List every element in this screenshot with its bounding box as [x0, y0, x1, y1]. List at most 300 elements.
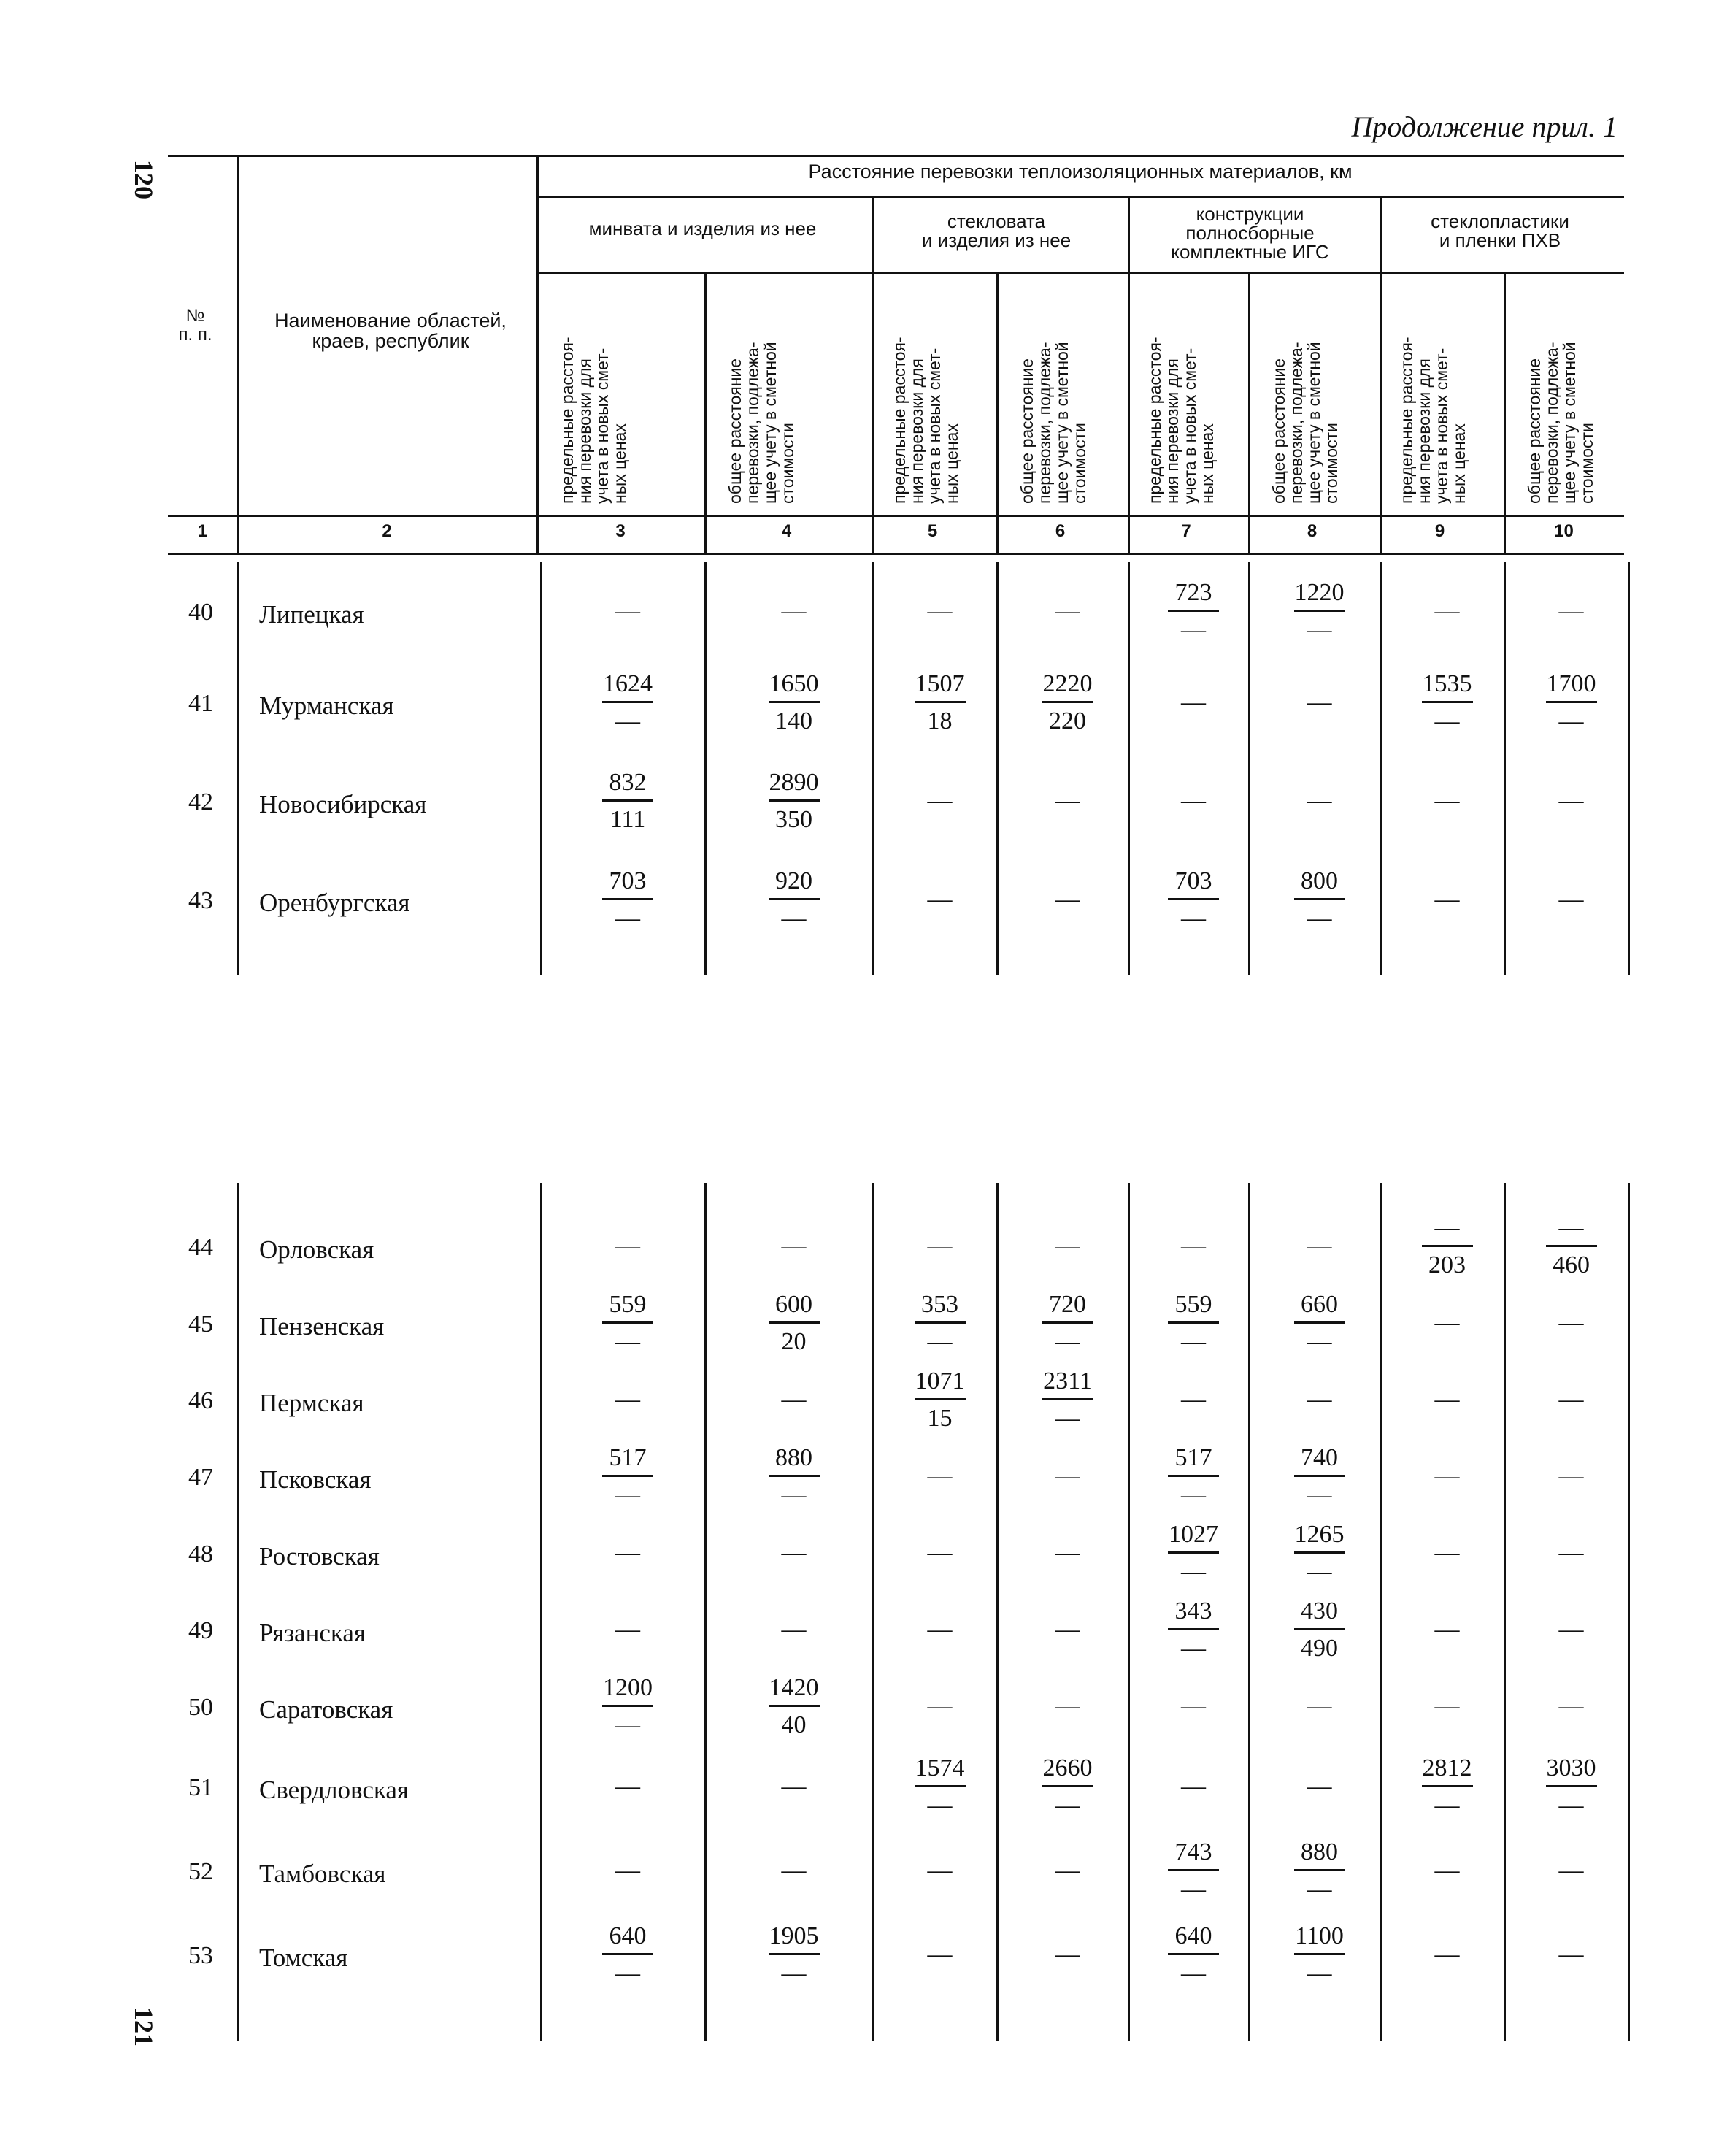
denominator: —	[781, 905, 807, 932]
fraction-bar	[1422, 1785, 1473, 1787]
numerator: 720	[1049, 1291, 1086, 1318]
header-column-line	[1248, 272, 1250, 553]
fraction-bar	[769, 701, 820, 703]
empty-dash: —	[1055, 1539, 1080, 1566]
denominator: —	[1307, 1558, 1332, 1585]
empty-dash: —	[1055, 1616, 1080, 1643]
body-column-line	[872, 1183, 874, 2041]
numerator: 353	[921, 1291, 958, 1318]
fraction-value	[1265, 1924, 1374, 1989]
fraction-value	[1517, 1756, 1626, 1821]
denominator: 490	[1301, 1635, 1338, 1662]
fraction-bar	[602, 1321, 653, 1324]
numerator: 1700	[1546, 670, 1596, 697]
subheader-total-distance: общее расстояние перевозки, подлежа- щее учету в сметной стоимости	[1018, 342, 1089, 504]
body-column-line	[1248, 1183, 1250, 2041]
fraction-value	[1517, 672, 1626, 737]
subheader-limit-distance: предельные расстоя- ния перевозки для учета в новых смет- ных ценах	[1397, 337, 1469, 504]
fraction-bar	[1546, 1785, 1597, 1787]
denominator: —	[927, 1328, 953, 1355]
row-number: 52	[188, 1858, 213, 1885]
group-header: минвата и изделия из нее	[588, 218, 817, 239]
row-number: 53	[188, 1942, 213, 1969]
body-column-line	[704, 562, 707, 975]
numerator: 640	[1174, 1922, 1212, 1949]
fraction-bar	[1546, 1245, 1597, 1247]
numerator: —	[1434, 1214, 1460, 1241]
fraction-bar	[602, 1475, 653, 1477]
body-column-line	[540, 1183, 542, 2041]
column-number: 4	[781, 521, 792, 541]
row-number: 41	[188, 690, 213, 717]
empty-dash: —	[1434, 1386, 1460, 1413]
fraction-value	[885, 672, 995, 737]
denominator: —	[1307, 905, 1332, 932]
numerator: 1624	[603, 670, 653, 697]
column-number: 6	[1055, 521, 1066, 541]
column-number: 8	[1307, 521, 1318, 541]
empty-dash: —	[615, 597, 640, 624]
header-column-line	[237, 155, 239, 553]
empty-dash: —	[1181, 1773, 1206, 1800]
denominator: —	[1181, 1635, 1206, 1662]
numerator: —	[1558, 1214, 1584, 1241]
empty-dash: —	[1434, 1616, 1460, 1643]
region-name: Оренбургская	[259, 889, 410, 917]
empty-dash: —	[927, 1857, 953, 1884]
empty-dash: —	[1181, 1232, 1206, 1259]
fraction-bar	[602, 1953, 653, 1955]
fraction-value	[1139, 1446, 1248, 1511]
fraction-value	[885, 1369, 995, 1434]
header-colnum-rule	[168, 515, 1624, 517]
body-column-line	[540, 562, 542, 975]
denominator: —	[1307, 1328, 1332, 1355]
fraction-bar	[1042, 1785, 1093, 1787]
numerator: 2220	[1042, 670, 1093, 697]
empty-dash: —	[927, 787, 953, 814]
fraction-value	[1265, 580, 1374, 645]
region-name: Свердловская	[259, 1776, 409, 1804]
fraction-value	[1139, 1924, 1248, 1989]
empty-dash: —	[927, 1462, 953, 1489]
fraction-bar	[1294, 1321, 1345, 1324]
fraction-value	[1265, 869, 1374, 934]
denominator: —	[1181, 1960, 1206, 1987]
empty-dash: —	[1434, 886, 1460, 913]
numerator: 2660	[1042, 1754, 1093, 1781]
row-number: 42	[188, 789, 213, 816]
fraction-bar	[602, 799, 653, 802]
region-name: Тамбовская	[259, 1860, 386, 1888]
region-name: Рязанская	[259, 1619, 366, 1647]
denominator: —	[1055, 1328, 1080, 1355]
empty-dash: —	[1055, 787, 1080, 814]
numerator: 3030	[1546, 1754, 1596, 1781]
header-column-line	[704, 272, 707, 553]
fraction-bar	[1042, 701, 1093, 703]
numerator: 1535	[1422, 670, 1472, 697]
row-number: 50	[188, 1694, 213, 1721]
empty-dash: —	[615, 1232, 640, 1259]
fraction-value	[885, 1756, 995, 1821]
region-name: Томская	[259, 1944, 348, 1972]
empty-dash: —	[781, 1616, 807, 1643]
denominator: 15	[927, 1405, 953, 1432]
numerator: 1905	[769, 1922, 819, 1949]
empty-dash: —	[1558, 1309, 1584, 1336]
numerator: 2890	[769, 769, 819, 796]
header-bottom-rule	[168, 553, 1624, 555]
empty-dash: —	[1558, 886, 1584, 913]
empty-dash: —	[1055, 597, 1080, 624]
fraction-value	[885, 1292, 995, 1357]
numerator: 559	[1174, 1291, 1212, 1318]
empty-dash: —	[781, 1232, 807, 1259]
fraction-value	[573, 1292, 682, 1357]
fraction-bar	[1168, 610, 1219, 612]
fraction-bar	[1294, 898, 1345, 900]
denominator: 40	[781, 1711, 807, 1738]
numerator: 703	[1174, 867, 1212, 894]
fraction-value	[1139, 1522, 1248, 1587]
body-column-line	[237, 1183, 239, 2041]
page-number-bottom: 121	[129, 2007, 158, 2046]
empty-dash: —	[1307, 1232, 1332, 1259]
row-number: 45	[188, 1311, 213, 1338]
numerator: 343	[1174, 1597, 1212, 1624]
header-column-line	[996, 272, 999, 553]
denominator: —	[1558, 1792, 1584, 1819]
empty-dash: —	[1434, 787, 1460, 814]
numerator: 1507	[915, 670, 965, 697]
fraction-bar	[769, 1321, 820, 1324]
denominator: 220	[1049, 707, 1086, 734]
numerator: 1220	[1294, 579, 1345, 606]
fraction-bar	[769, 799, 820, 802]
denominator: —	[1434, 707, 1460, 734]
empty-dash: —	[615, 1616, 640, 1643]
denominator: —	[927, 1792, 953, 1819]
fraction-value	[739, 672, 849, 737]
region-name: Ростовская	[259, 1542, 380, 1570]
empty-dash: —	[1434, 1309, 1460, 1336]
numerator: 832	[609, 769, 647, 796]
empty-dash: —	[1181, 1692, 1206, 1719]
region-name: Липецкая	[259, 600, 364, 629]
group-header: стеклопластики и пленки ПХВ	[1431, 210, 1569, 251]
col-num-header: № п. п.	[178, 306, 212, 345]
numerator: 1071	[915, 1367, 965, 1395]
denominator: —	[1307, 1960, 1332, 1987]
empty-dash: —	[615, 1857, 640, 1884]
numerator: 1420	[769, 1674, 819, 1701]
empty-dash: —	[1055, 1462, 1080, 1489]
fraction-value	[1139, 1292, 1248, 1357]
empty-dash: —	[1307, 1692, 1332, 1719]
header-column-line	[536, 155, 539, 553]
fraction-bar	[602, 898, 653, 900]
fraction-value	[739, 1676, 849, 1741]
body-column-line	[872, 562, 874, 975]
denominator: 203	[1428, 1251, 1466, 1278]
row-number: 47	[188, 1464, 213, 1491]
denominator: —	[1181, 1481, 1206, 1508]
fraction-value	[1517, 1216, 1626, 1281]
empty-dash: —	[927, 886, 953, 913]
numerator: 880	[775, 1444, 812, 1471]
group-header: конструкции полносборные комплектные ИГС	[1171, 203, 1329, 263]
denominator: 350	[775, 806, 812, 833]
row-number: 51	[188, 1774, 213, 1801]
numerator: 1265	[1294, 1521, 1345, 1548]
numerator: 559	[609, 1291, 647, 1318]
header-sub-rule	[536, 272, 1624, 274]
column-number: 3	[615, 521, 626, 541]
numerator: 517	[609, 1444, 647, 1471]
main-header: Расстояние перевозки теплоизоляционных материалов, км	[808, 161, 1353, 183]
empty-dash: —	[1055, 886, 1080, 913]
region-name: Мурманская	[259, 691, 394, 720]
fraction-bar	[1294, 610, 1345, 612]
denominator: —	[781, 1960, 807, 1987]
empty-dash: —	[1434, 1941, 1460, 1968]
body-column-line	[1628, 1183, 1630, 2041]
body-column-line	[704, 1183, 707, 2041]
empty-dash: —	[1307, 1386, 1332, 1413]
denominator: 460	[1553, 1251, 1590, 1278]
table-caption: Продолжение прил. 1	[1351, 110, 1618, 143]
fraction-bar	[1168, 1551, 1219, 1554]
fraction-bar	[1294, 1628, 1345, 1630]
numerator: 600	[775, 1291, 812, 1318]
fraction-bar	[915, 1398, 966, 1400]
row-number: 44	[188, 1234, 213, 1261]
empty-dash: —	[1307, 787, 1332, 814]
denominator: —	[615, 707, 640, 734]
empty-dash: —	[1055, 1692, 1080, 1719]
empty-dash: —	[1558, 1386, 1584, 1413]
empty-dash: —	[1055, 1941, 1080, 1968]
fraction-value	[739, 1924, 849, 1989]
fraction-value	[1139, 1840, 1248, 1905]
fraction-bar	[769, 898, 820, 900]
empty-dash: —	[927, 1941, 953, 1968]
subheader-limit-distance: предельные расстоя- ния перевозки для учета в новых смет- ных ценах	[890, 337, 961, 504]
fraction-bar	[1294, 1475, 1345, 1477]
fraction-value	[1265, 1522, 1374, 1587]
empty-dash: —	[1181, 688, 1206, 716]
numerator: 430	[1301, 1597, 1338, 1624]
empty-dash: —	[1434, 1857, 1460, 1884]
fraction-value	[1139, 580, 1248, 645]
denominator: 111	[609, 806, 646, 833]
fraction-bar	[1042, 1398, 1093, 1400]
empty-dash: —	[1434, 1692, 1460, 1719]
group-header: стекловата и изделия из нее	[921, 210, 1072, 251]
region-name: Орловская	[259, 1235, 374, 1264]
region-name: Пермская	[259, 1389, 364, 1417]
fraction-bar	[602, 1705, 653, 1707]
empty-dash: —	[1558, 1539, 1584, 1566]
denominator: —	[1307, 616, 1332, 643]
empty-dash: —	[781, 1386, 807, 1413]
empty-dash: —	[781, 1857, 807, 1884]
fraction-bar	[915, 1785, 966, 1787]
row-number: 49	[188, 1617, 213, 1644]
empty-dash: —	[781, 1773, 807, 1800]
denominator: —	[1181, 616, 1206, 643]
denominator: —	[1181, 905, 1206, 932]
fraction-bar	[1042, 1321, 1093, 1324]
body-column-line	[996, 562, 999, 975]
denominator: —	[1181, 1876, 1206, 1903]
fraction-bar	[1168, 898, 1219, 900]
empty-dash: —	[1307, 1773, 1332, 1800]
subheader-total-distance: общее расстояние перевозки, подлежа- щее учету в сметной стоимости	[1269, 342, 1341, 504]
fraction-value	[1013, 672, 1123, 737]
fraction-bar	[1168, 1475, 1219, 1477]
fraction-value	[1013, 1756, 1123, 1821]
empty-dash: —	[1558, 1692, 1584, 1719]
empty-dash: —	[1055, 1857, 1080, 1884]
denominator: —	[781, 1481, 807, 1508]
numerator: 703	[609, 867, 647, 894]
numerator: 517	[1174, 1444, 1212, 1471]
empty-dash: —	[1558, 1616, 1584, 1643]
column-number: 10	[1554, 521, 1574, 541]
column-number: 5	[927, 521, 938, 541]
empty-dash: —	[1434, 1539, 1460, 1566]
fraction-value	[1393, 672, 1502, 737]
numerator: 880	[1301, 1838, 1338, 1865]
column-number: 9	[1434, 521, 1445, 541]
numerator: 723	[1174, 579, 1212, 606]
fraction-value	[1393, 1216, 1502, 1281]
body-column-line	[1248, 562, 1250, 975]
fraction-bar	[915, 1321, 966, 1324]
empty-dash: —	[1558, 1857, 1584, 1884]
empty-dash: —	[1434, 597, 1460, 624]
empty-dash: —	[615, 1773, 640, 1800]
empty-dash: —	[927, 1692, 953, 1719]
body-column-line	[1504, 562, 1506, 975]
denominator: —	[615, 1960, 640, 1987]
denominator: —	[615, 1711, 640, 1738]
fraction-value	[573, 1924, 682, 1989]
body-column-line	[996, 1183, 999, 2041]
page-number-top: 120	[129, 160, 158, 199]
fraction-bar	[1422, 701, 1473, 703]
numerator: 640	[609, 1922, 647, 1949]
fraction-bar	[1422, 1245, 1473, 1247]
fraction-value	[1139, 1599, 1248, 1664]
fraction-value	[1265, 1292, 1374, 1357]
denominator: —	[1558, 707, 1584, 734]
column-number: 1	[197, 521, 208, 541]
fraction-value	[739, 770, 849, 835]
column-number: 7	[1181, 521, 1191, 541]
fraction-value	[573, 869, 682, 934]
numerator: 800	[1301, 867, 1338, 894]
denominator: —	[1307, 1481, 1332, 1508]
denominator: —	[615, 1328, 640, 1355]
region-name: Псковская	[259, 1465, 372, 1494]
subheader-limit-distance: предельные расстоя- ния перевозки для учета в новых смет- ных ценах	[1145, 337, 1217, 504]
empty-dash: —	[1181, 787, 1206, 814]
row-number: 46	[188, 1387, 213, 1414]
subheader-limit-distance: предельные расстоя- ния перевозки для учета в новых смет- ных ценах	[558, 337, 629, 504]
fraction-bar	[1294, 1551, 1345, 1554]
denominator: —	[1055, 1792, 1080, 1819]
fraction-bar	[1294, 1953, 1345, 1955]
empty-dash: —	[1558, 1941, 1584, 1968]
numerator: 1574	[915, 1754, 965, 1781]
fraction-value	[1013, 1292, 1123, 1357]
numerator: 743	[1174, 1838, 1212, 1865]
empty-dash: —	[1558, 597, 1584, 624]
body-column-line	[1380, 1183, 1382, 2041]
empty-dash: —	[615, 1386, 640, 1413]
denominator: —	[1434, 1792, 1460, 1819]
fraction-bar	[602, 701, 653, 703]
fraction-value	[1265, 1599, 1374, 1664]
numerator: 660	[1301, 1291, 1338, 1318]
column-number: 2	[382, 521, 392, 541]
denominator: 18	[927, 707, 953, 734]
empty-dash: —	[1558, 787, 1584, 814]
denominator: 20	[781, 1328, 807, 1355]
row-number: 40	[188, 599, 213, 626]
denominator: —	[1181, 1328, 1206, 1355]
row-number: 43	[188, 887, 213, 914]
empty-dash: —	[1558, 1462, 1584, 1489]
body-column-line	[1128, 1183, 1130, 2041]
empty-dash: —	[1434, 1462, 1460, 1489]
numerator: 1100	[1295, 1922, 1344, 1949]
empty-dash: —	[1055, 1232, 1080, 1259]
fraction-value	[1265, 1446, 1374, 1511]
denominator: —	[1055, 1405, 1080, 1432]
row-number: 48	[188, 1541, 213, 1568]
body-column-line	[237, 562, 239, 975]
fraction-bar	[1168, 1869, 1219, 1871]
fraction-bar	[1168, 1628, 1219, 1630]
header-top-rule	[168, 155, 1624, 157]
denominator: —	[1181, 1558, 1206, 1585]
numerator: 1200	[603, 1674, 653, 1701]
numerator: 2311	[1043, 1367, 1092, 1395]
fraction-bar	[1168, 1321, 1219, 1324]
fraction-bar	[1168, 1953, 1219, 1955]
subheader-total-distance: общее расстояние перевозки, подлежа- щее учету в сметной стоимости	[1525, 342, 1596, 504]
fraction-value	[1013, 1369, 1123, 1434]
fraction-value	[1265, 1840, 1374, 1905]
numerator: 740	[1301, 1444, 1338, 1471]
body-column-line	[1628, 562, 1630, 975]
fraction-value	[1393, 1756, 1502, 1821]
empty-dash: —	[927, 1232, 953, 1259]
subheader-total-distance: общее расстояние перевозки, подлежа- щее учету в сметной стоимости	[726, 342, 797, 504]
empty-dash: —	[781, 597, 807, 624]
empty-dash: —	[615, 1539, 640, 1566]
fraction-bar	[769, 1953, 820, 1955]
fraction-bar	[1294, 1869, 1345, 1871]
fraction-value	[573, 1676, 682, 1741]
fraction-value	[573, 672, 682, 737]
fraction-value	[739, 1446, 849, 1511]
numerator: 1650	[769, 670, 819, 697]
